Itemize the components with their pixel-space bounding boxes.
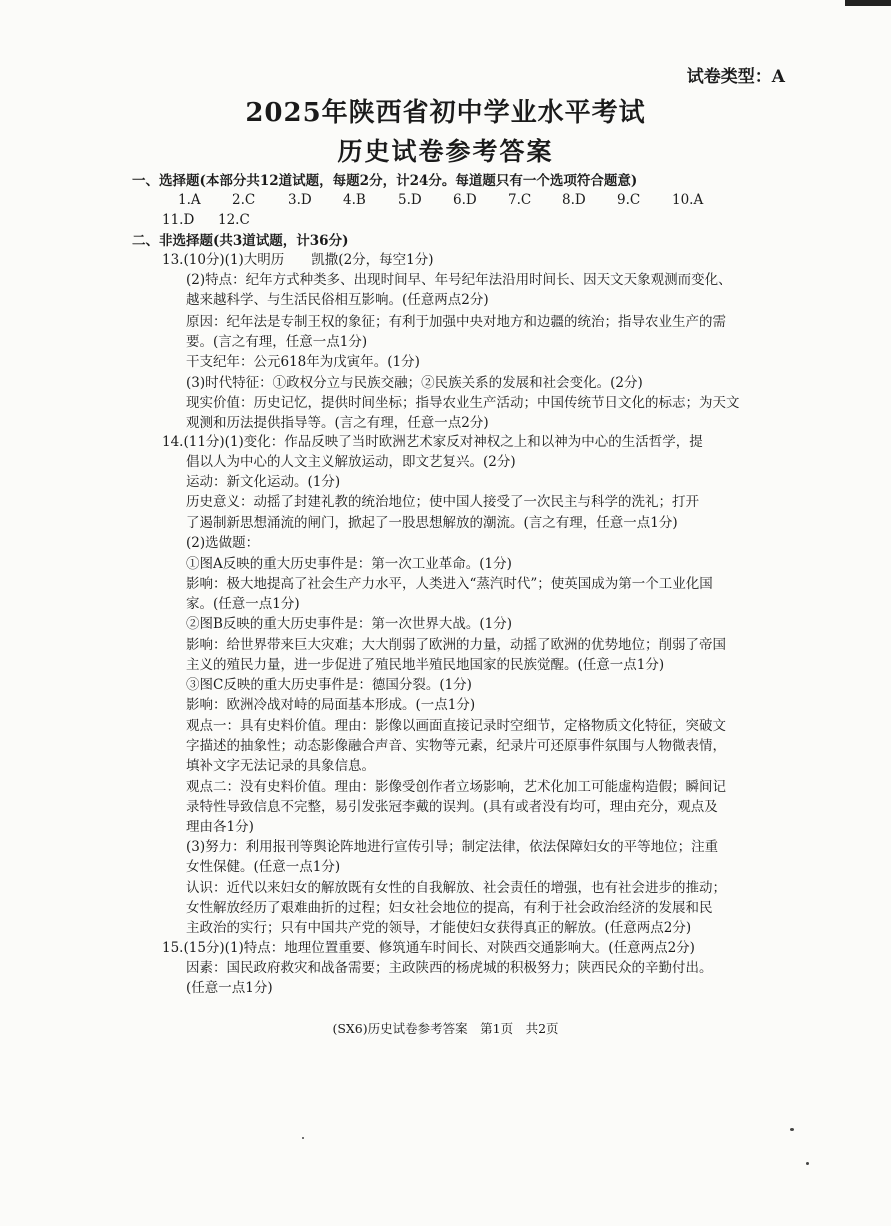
- answer-line: 主政治的实行；只有中国共产党的领导，才能使妇女获得真正的解放。(任意两点2分): [186, 920, 692, 936]
- answer-line-q13: 13.(10分)(1)大明历 凯撒(2分，每空1分): [162, 252, 434, 268]
- answer-item: 7.C: [508, 192, 532, 208]
- answer-line: 理由各1分): [186, 819, 254, 835]
- answer-line: 原因：纪年法是专制王权的象征；有利于加强中央对地方和边疆的统治；指导农业生产的需: [186, 314, 726, 330]
- answer-line: (3)时代特征：①政权分立与民族交融；②民族关系的发展和社会变化。(2分): [186, 375, 643, 391]
- answer-line: 观测和历法提供指导等。(言之有理，任意一点2分): [186, 415, 489, 431]
- answer-item: 10.A: [672, 192, 704, 208]
- answer-line-q15: 15.(15分)(1)特点：地理位置重要、修筑通车时间长、对陕西交通影响大。(任意两点2分): [162, 940, 695, 956]
- answer-line: 了遏制新思想涌流的闸门，掀起了一股思想解放的潮流。(言之有理，任意一点1分): [186, 515, 678, 531]
- answer-line: 影响：给世界带来巨大灾难；大大削弱了欧洲的力量，动摇了欧洲的优势地位；削弱了帝国: [186, 637, 726, 653]
- answer-line: 影响：欧洲冷战对峙的局面基本形成。(一点1分): [186, 697, 476, 713]
- answer-line: (2)选做题：: [186, 535, 260, 551]
- answer-line: 要。(言之有理，任意一点1分): [186, 334, 368, 350]
- answer-line: 家。(任意一点1分): [186, 596, 300, 612]
- answer-line: 录特性导致信息不完整，易引发张冠李戴的误判。(具有或者没有均可，理由充分，观点及: [186, 799, 718, 815]
- answer-line: 干支纪年：公元618年为戊寅年。(1分): [186, 354, 420, 370]
- answer-line: (3)努力：利用报刊等舆论阵地进行宣传引导；制定法律，依法保障妇女的平等地位；注重: [186, 839, 719, 855]
- answer-line: 运动：新文化运动。(1分): [186, 474, 341, 490]
- answer-line: 女性解放经历了艰难曲折的过程；妇女社会地位的提高，有利于社会政治经济的发展和民: [186, 900, 713, 916]
- answer-line: ③图C反映的重大历史事件是：德国分裂。(1分): [186, 677, 472, 693]
- exam-title: 2025年陕西省初中学业水平考试: [245, 98, 646, 128]
- answer-line: 观点一：具有史料价值。理由：影像以画面直接记录时空细节，定格物质文化特征，突破文: [186, 718, 726, 734]
- answer-line: (2)特点：纪年方式种类多、出现时间早、年号纪年法沿用时间长、因天文天象观测而变化、: [186, 272, 732, 288]
- answer-line: 倡以人为中心的人文主义解放运动，即文艺复兴。(2分): [186, 454, 516, 470]
- scan-speck: [790, 1128, 794, 1131]
- answer-line: 观点二：没有史料价值。理由：影像受创作者立场影响，艺术化加工可能虚构造假；瞬间记: [186, 779, 726, 795]
- answer-line: 字描述的抽象性；动态影像融合声音、实物等元素，纪录片可还原事件氛围与人物微表情，: [186, 738, 726, 754]
- answer-line: 历史意义：动摇了封建礼教的统治地位；使中国人接受了一次民主与科学的洗礼；打开: [186, 494, 699, 510]
- answer-item: 3.D: [288, 192, 312, 208]
- answer-item: 8.D: [562, 192, 586, 208]
- answer-line: 因素：国民政府救灾和战备需要；主政陕西的杨虎城的积极努力；陕西民众的辛勤付出。: [186, 960, 713, 976]
- answer-line: 女性保健。(任意一点1分): [186, 859, 341, 875]
- answer-line: ②图B反映的重大历史事件是：第一次世界大战。(1分): [186, 616, 513, 632]
- scan-speck: [806, 1162, 809, 1165]
- answer-item: 11.D: [162, 212, 195, 228]
- answer-item: 5.D: [398, 192, 422, 208]
- answer-line-q14: 14.(11分)(1)变化：作品反映了当时欧洲艺术家反对神权之上和以神为中心的生活哲学，提: [162, 434, 703, 450]
- answer-line: 主义的殖民力量，进一步促进了殖民地半殖民地国家的民族觉醒。(任意一点1分): [186, 657, 665, 673]
- answer-line: 影响：极大地提高了社会生产力水平，人类进入“蒸汽时代”；使英国成为第一个工业化国: [186, 576, 713, 592]
- answer-item: 6.D: [453, 192, 477, 208]
- answer-line: 认识：近代以来妇女的解放既有女性的自我解放、社会责任的增强，也有社会进步的推动；: [186, 880, 726, 896]
- answer-item: 2.C: [232, 192, 256, 208]
- answer-line: 现实价值：历史记忆，提供时间坐标；指导农业生产活动；中国传统节日文化的标志；为天文: [186, 395, 740, 411]
- section-1-heading: 一、选择题(本部分共12道试题，每题2分，计24分。每道题只有一个选项符合题意): [132, 173, 638, 189]
- scan-corner-mark: [845, 0, 891, 6]
- answer-line: ①图A反映的重大历史事件是：第一次工业革命。(1分): [186, 556, 512, 572]
- answer-item: 4.B: [343, 192, 366, 208]
- answer-line: 填补文字无法记录的具象信息。: [186, 758, 375, 774]
- answer-item: 9.C: [617, 192, 641, 208]
- paper-type-label: 试卷类型：A: [686, 67, 785, 87]
- answer-item: 1.A: [178, 192, 201, 208]
- answer-line: 越来越科学、与生活民俗相互影响。(任意两点2分): [186, 292, 489, 308]
- answer-item: 12.C: [218, 212, 250, 228]
- answer-key-subtitle: 历史试卷参考答案: [337, 137, 554, 166]
- answer-line: (任意一点1分): [186, 980, 273, 996]
- section-2-heading: 二、非选择题(共3道试题，计36分): [132, 233, 349, 249]
- page-footer: (SX6)历史试卷参考答案 第1页 共2页: [332, 1021, 559, 1036]
- scan-speck: [302, 1137, 304, 1139]
